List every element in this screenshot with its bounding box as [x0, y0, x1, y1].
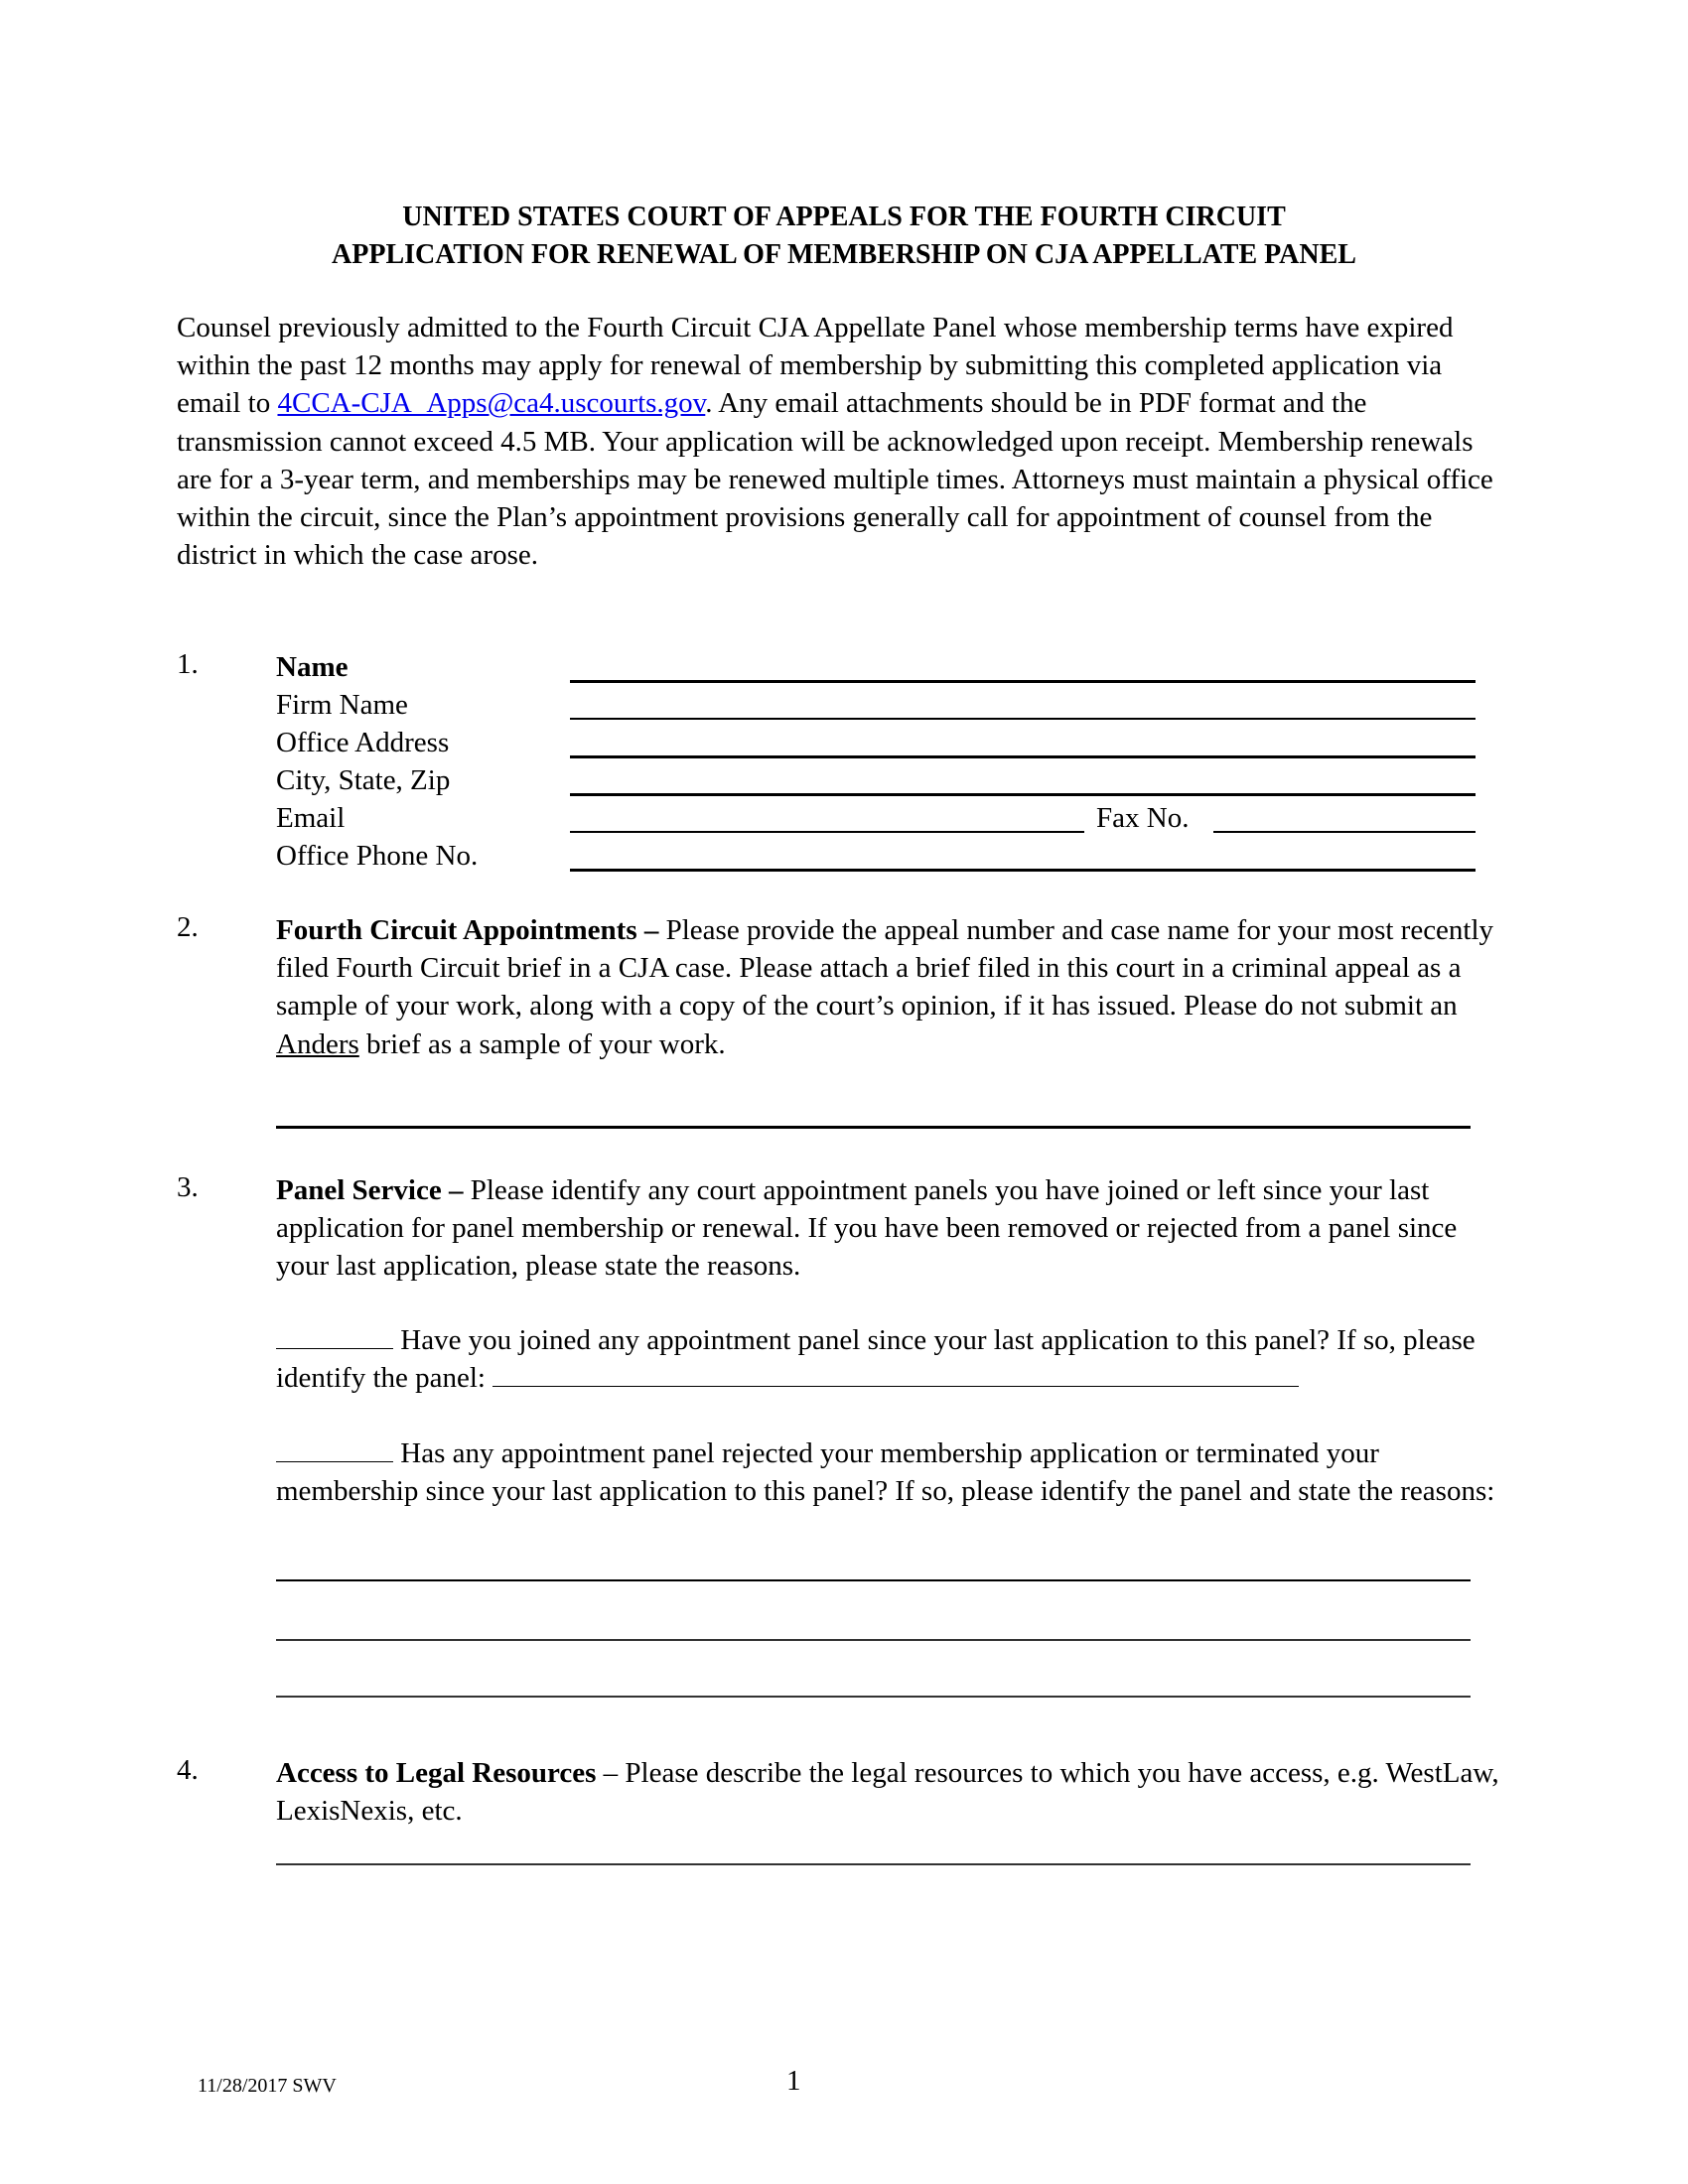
- name-field[interactable]: [570, 680, 1476, 683]
- rejected-panel-question: Has any appointment panel rejected your membership application or terminated your membership since your last application to this panel? If so, please identify the panel and state the reasons:: [276, 1437, 1495, 1508]
- dash: –: [596, 1757, 626, 1789]
- section-2-body: Please provide the appeal number and case name for your most recently filed Fourth Circuit brief in a CJA case. Please attach a brief filed in this court in a criminal appeal as a sample of your work, along with a copy of the court’s opinion, if it has issued. Please do not submit an: [276, 914, 1494, 1023]
- office-phone-field[interactable]: [570, 869, 1476, 872]
- reasons-field-line-2[interactable]: [276, 1639, 1471, 1641]
- section-3-heading: Panel Service: [276, 1174, 442, 1206]
- question-rejected-panel: [276, 1434, 1507, 1510]
- joined-panel-question: Have you joined any appointment panel since your last application to this panel? If so, please identify the panel:: [276, 1324, 1476, 1395]
- section-2-heading: Fourth Circuit Appointments: [276, 914, 637, 946]
- email-field[interactable]: [570, 831, 1084, 833]
- name-label: Name: [276, 651, 349, 683]
- office-address-field[interactable]: [570, 755, 1476, 758]
- dash: –: [441, 1174, 471, 1206]
- anders-text: Anders: [276, 1027, 359, 1060]
- city-state-zip-label: City, State, Zip: [276, 764, 451, 796]
- title-line-2: APPLICATION FOR RENEWAL OF MEMBERSHIP ON CJA APPELLATE PANEL: [332, 239, 1356, 270]
- dash: –: [636, 914, 666, 946]
- city-state-zip-field[interactable]: [570, 793, 1476, 796]
- page-number: 1: [786, 2065, 801, 2097]
- intro-paragraph: [177, 309, 1507, 574]
- section-4-heading: Access to Legal Resources: [276, 1757, 597, 1789]
- question-joined-panel: [276, 1321, 1507, 1397]
- firm-name-field[interactable]: [570, 718, 1476, 720]
- section-4-number: 4.: [177, 1754, 199, 1786]
- office-phone-label: Office Phone No.: [276, 840, 479, 872]
- joined-panel-answer-field[interactable]: [276, 1324, 393, 1349]
- appointment-field[interactable]: [276, 1126, 1471, 1129]
- section-3-number: 3.: [177, 1171, 199, 1203]
- section-2-number: 2.: [177, 911, 199, 943]
- email-label: Email: [276, 802, 346, 834]
- section-3-text: [276, 1171, 1507, 1286]
- joined-panel-identify-field[interactable]: [492, 1362, 1299, 1387]
- document-title: [0, 199, 1688, 274]
- email-link[interactable]: 4CCA-CJA_Apps@ca4.uscourts.gov: [277, 387, 706, 420]
- firm-name-label: Firm Name: [276, 689, 408, 721]
- rejected-panel-answer-field[interactable]: [276, 1437, 393, 1462]
- section-4-body: Please describe the legal resources to which you have access, e.g. WestLaw, LexisNexis, etc.: [276, 1757, 1499, 1828]
- intro-text-rest: . Any email attachments should be in PDF format and the transmission cannot exceed 4.5 MB. Your application will be acknowledged upon receipt. Membership renewals are for a 3-year term, and memberships may be renewed multiple times. Attorneys must maintain a physical office within the circuit, since the Plan’s appointment provisions generally call for appointment of counsel from the district in which the case arose.: [177, 387, 1493, 572]
- title-line-1: UNITED STATES COURT OF APPEALS FOR THE FOURTH CIRCUIT: [402, 202, 1286, 232]
- office-address-label: Office Address: [276, 727, 450, 758]
- reasons-field-line-1[interactable]: [276, 1579, 1471, 1581]
- footer-date-code: 11/28/2017 SWV: [198, 2075, 337, 2097]
- section-4-text: [276, 1754, 1507, 1830]
- section-2-text: [276, 911, 1507, 1063]
- intro-text: Counsel previously admitted to the Fourth Circuit CJA Appellate Panel whose membership terms have expired within the past 12 months may apply for renewal of membership by submitting this completed application via email to: [177, 312, 1454, 420]
- section-1-number: 1.: [177, 648, 199, 680]
- section-3-body: Please identify any court appointment panels you have joined or left since your last application for panel membership or renewal. If you have been removed or rejected from a panel since your last application, please state the reasons.: [276, 1174, 1458, 1283]
- legal-resources-field[interactable]: [276, 1863, 1471, 1865]
- reasons-field-line-3[interactable]: [276, 1696, 1471, 1698]
- fax-field[interactable]: [1213, 831, 1476, 833]
- fax-label: Fax No.: [1096, 802, 1190, 834]
- section-2-body-end: brief as a sample of your work.: [358, 1027, 726, 1060]
